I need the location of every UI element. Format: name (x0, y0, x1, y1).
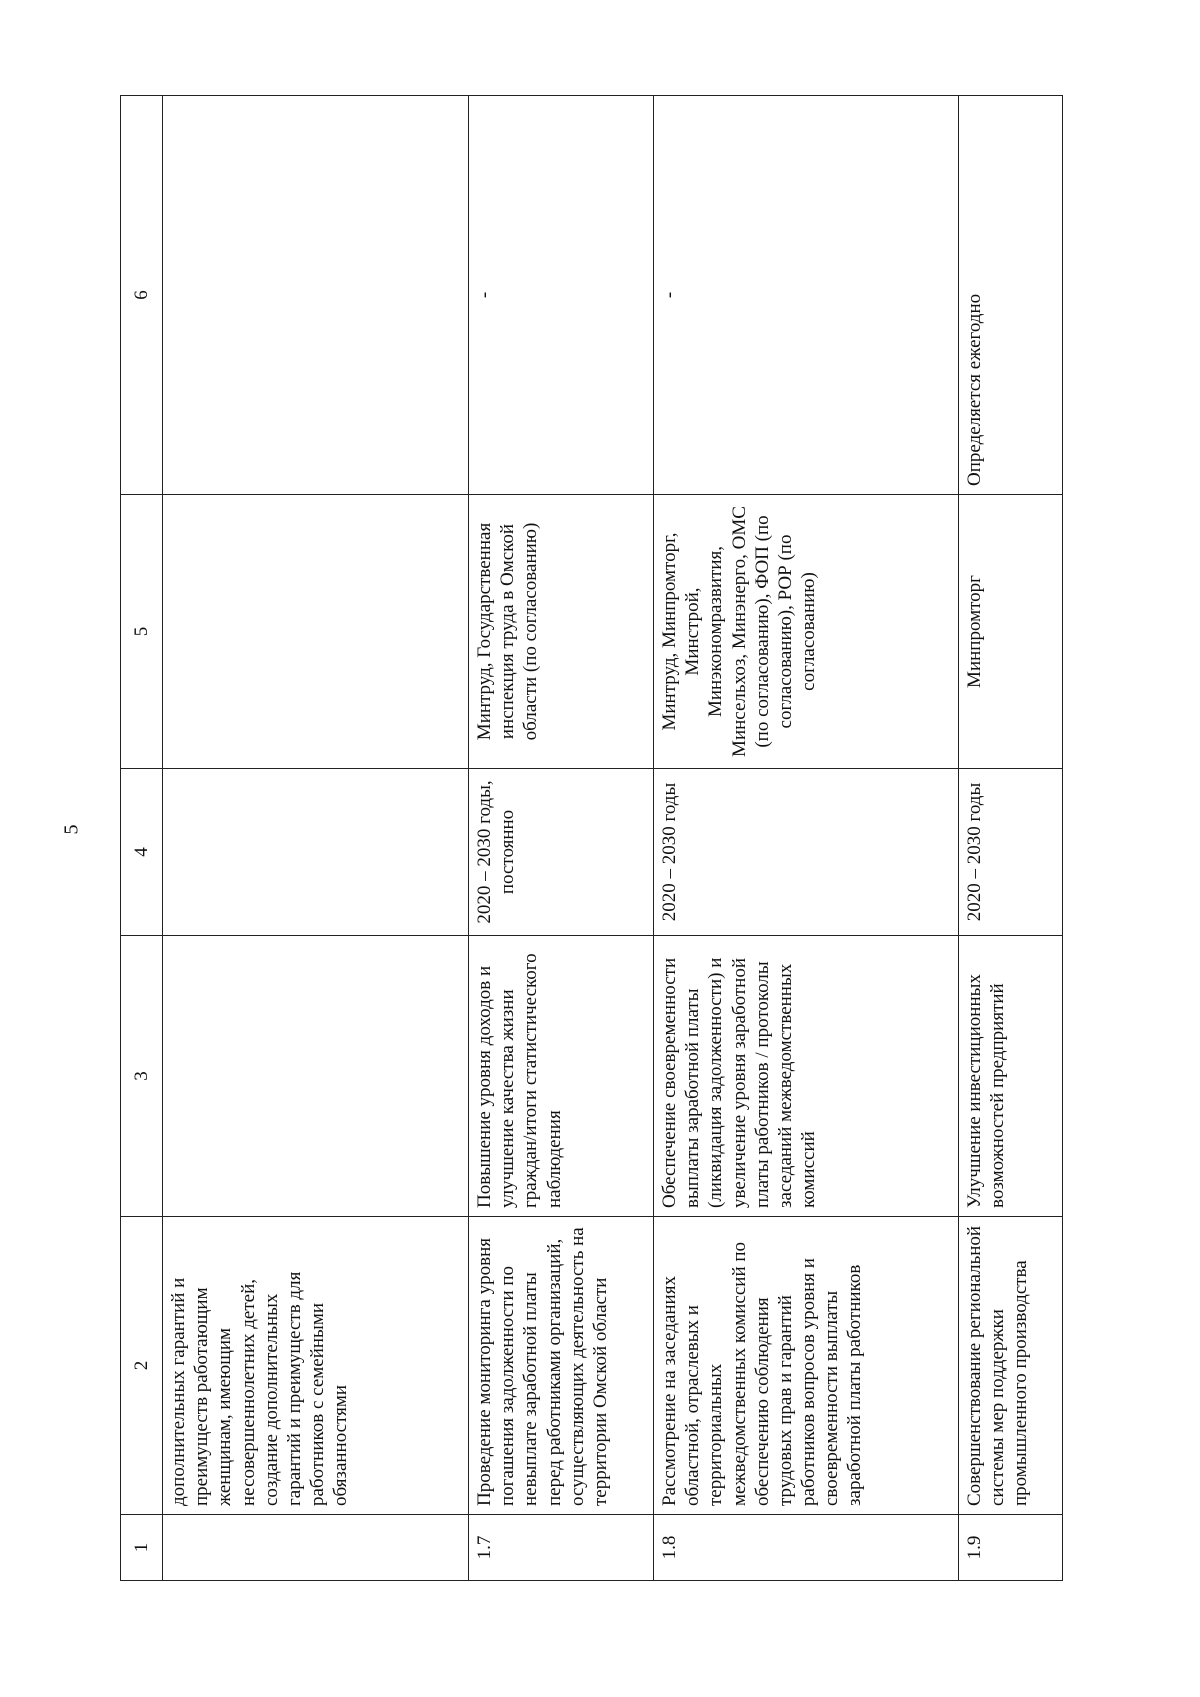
header-cell: 3 (121, 936, 163, 1217)
plan-table (120, 95, 1063, 1581)
table-row (654, 96, 959, 1581)
result-cell: Повышение уровня доходов и улучшение качества жизни граждан/итоги статистического наблюдения (469, 936, 654, 1217)
row-number: 1.8 (654, 1515, 959, 1581)
executors-cell: Минпромторг (959, 495, 1063, 769)
table-row (163, 96, 469, 1581)
funding-cell: - (654, 96, 959, 495)
executors-cell: Минтруд, Государственная инспекция труда в Омской области (по согласованию) (469, 495, 654, 769)
table-header-row (121, 96, 163, 1581)
measure-cell: Проведение мониторинга уровня погашения задолженности по невыплате заработной платы перед работниками организаций, осуществляющих деятельность на территории Омской области (469, 1217, 654, 1515)
header-cell: 2 (121, 1217, 163, 1515)
header-cell: 5 (121, 495, 163, 769)
period-cell (163, 769, 469, 936)
row-number: 1.9 (959, 1515, 1063, 1581)
executors-cell: Минтруд, Минпромторг, Минстрой, Минэкономразвития, Минсельхоз, Минэнерго, ОМС (по согласованию), ФОП (по согласованию), РОР (по согласованию) (654, 495, 959, 769)
funding-cell: - (469, 96, 654, 495)
measure-cell: дополнительных гарантий и преимуществ работающим женщинам, имеющим несовершеннолетних детей, создание дополнительных гарантий и преимуществ для работников с семейными обязанностями (163, 1217, 469, 1515)
measure-cell: Рассмотрение на заседаниях областной, отраслевых и территориальных межведомственных комиссий по обеспечению соблюдения трудовых прав и гарантий работников вопросов уровня и своевременности выплаты заработной платы работников (654, 1217, 959, 1515)
header-cell: 6 (121, 96, 163, 495)
result-cell: Обеспечение своевременности выплаты заработной платы (ликвидация задолженности) и увеличение уровня заработной платы работников / протоколы заседаний межведомственных комиссий (654, 936, 959, 1217)
header-cell: 4 (121, 769, 163, 936)
table-row (469, 96, 654, 1581)
result-cell: Улучшение инвестиционных возможностей предприятий (959, 936, 1063, 1217)
header-cell: 1 (121, 1515, 163, 1581)
row-number (163, 1515, 469, 1581)
result-cell (163, 936, 469, 1217)
period-cell: 2020 – 2030 годы, постоянно (469, 769, 654, 936)
measure-cell: Совершенствование региональной системы мер поддержки промышленного производства (959, 1217, 1063, 1515)
plan-table-container (120, 96, 1057, 1581)
table-row (959, 96, 1063, 1581)
period-cell: 2020 – 2030 годы (654, 769, 959, 936)
funding-cell: Определяется ежегодно (959, 96, 1063, 495)
executors-cell (163, 495, 469, 769)
period-cell: 2020 – 2030 годы (959, 769, 1063, 936)
row-number: 1.7 (469, 1515, 654, 1581)
page-number: 5 (60, 824, 83, 835)
funding-cell (163, 96, 469, 495)
